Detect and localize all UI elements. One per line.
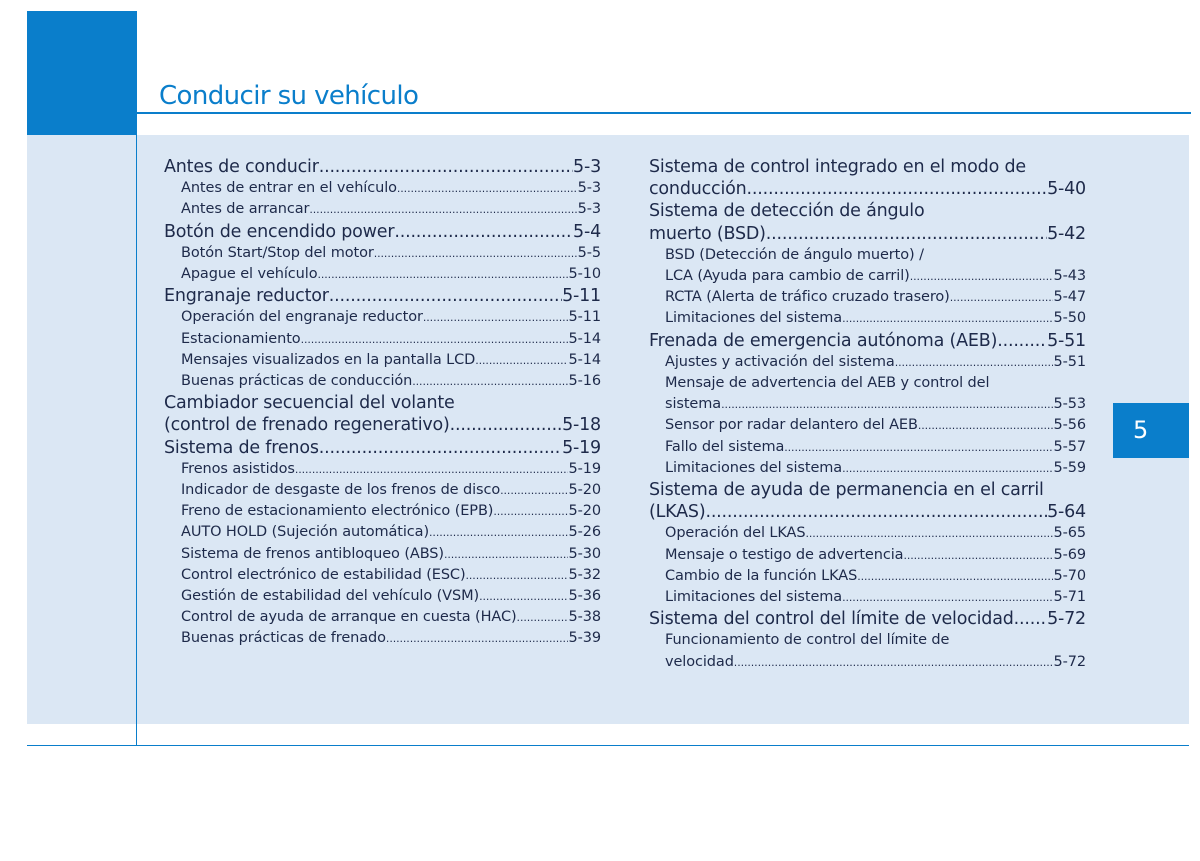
toc-page-number: 5-32 bbox=[568, 566, 601, 583]
toc-page-number: 5-71 bbox=[1053, 589, 1086, 606]
toc-subsection-entry[interactable] bbox=[649, 437, 1086, 458]
toc-page-number: 5-3 bbox=[577, 201, 601, 218]
toc-section-entry[interactable] bbox=[164, 437, 601, 459]
toc-section-entry[interactable] bbox=[649, 330, 1086, 352]
toc-page-number: 5-51 bbox=[1047, 330, 1086, 351]
toc-page-number: 5-70 bbox=[1053, 567, 1086, 584]
toc-section-entry[interactable] bbox=[649, 608, 1086, 630]
toc-subsection-entry[interactable] bbox=[649, 545, 1086, 566]
toc-section-entry[interactable] bbox=[649, 479, 1086, 523]
toc-page-number: 5-3 bbox=[577, 180, 601, 197]
dot-leader bbox=[842, 587, 1053, 608]
toc-entry-title: Antes de entrar en el vehículo bbox=[181, 180, 397, 197]
page-title: Conducir su vehículo bbox=[159, 81, 419, 111]
toc-page-number: 5-69 bbox=[1053, 546, 1086, 563]
toc-page-number: 5-72 bbox=[1047, 609, 1086, 630]
dot-leader bbox=[517, 607, 569, 628]
dot-leader bbox=[805, 523, 1053, 544]
toc-page-number: 5-57 bbox=[1053, 438, 1086, 455]
dot-leader bbox=[857, 566, 1053, 587]
toc-subsection-entry[interactable] bbox=[649, 587, 1086, 608]
toc-entry-title: Botón Start/Stop del motor bbox=[181, 244, 374, 261]
toc-page-number: 5-47 bbox=[1053, 289, 1086, 306]
toc-subsection-entry[interactable] bbox=[649, 245, 1086, 287]
toc-entry-title: Buenas prácticas de conducción bbox=[181, 373, 413, 390]
toc-entry-title: Apague el vehículo bbox=[181, 266, 318, 283]
toc-page-number: 5-14 bbox=[568, 351, 601, 368]
toc-subsection-entry[interactable] bbox=[649, 523, 1086, 544]
toc-subsection-entry[interactable] bbox=[164, 264, 601, 285]
toc-page-number: 5-40 bbox=[1047, 179, 1086, 200]
toc-entry-title: sistema bbox=[665, 396, 722, 413]
dot-leader bbox=[734, 652, 1054, 673]
dot-leader bbox=[319, 437, 562, 459]
toc-entry-title: (LKAS) bbox=[649, 502, 706, 523]
dot-leader bbox=[429, 522, 568, 543]
toc-page-number: 5-50 bbox=[1053, 310, 1086, 327]
toc-entry-title: velocidad bbox=[665, 653, 734, 670]
toc-subsection-entry[interactable] bbox=[649, 415, 1086, 436]
dot-leader bbox=[374, 243, 578, 264]
toc-entry-title: Ajustes y activación del sistema bbox=[665, 353, 895, 370]
toc-entry-title: Freno de estacionamiento electrónico (EPB) bbox=[181, 503, 494, 520]
dot-leader bbox=[493, 501, 568, 522]
toc-entry-title-line: BSD (Detección de ángulo muerto) / bbox=[665, 246, 924, 263]
toc-page-number: 5-51 bbox=[1053, 353, 1086, 370]
dot-leader bbox=[319, 156, 573, 178]
toc-page-number: 5-59 bbox=[1053, 459, 1086, 476]
dot-leader bbox=[842, 308, 1053, 329]
toc-entry-title-line: Sistema de detección de ángulo bbox=[649, 201, 925, 222]
toc-entry-title: Antes de conducir bbox=[164, 157, 319, 177]
toc-page-number: 5-43 bbox=[1053, 268, 1086, 285]
toc-subsection-entry[interactable] bbox=[164, 178, 601, 199]
toc-entry-title: Buenas prácticas de frenado bbox=[181, 630, 386, 647]
toc-page-number: 5-16 bbox=[568, 373, 601, 390]
dot-leader bbox=[721, 394, 1053, 415]
toc-entry-title: Botón de encendido power bbox=[164, 221, 395, 242]
dot-leader bbox=[705, 501, 1047, 523]
toc-subsection-entry[interactable] bbox=[649, 458, 1086, 479]
toc-subsection-entry[interactable] bbox=[164, 459, 601, 480]
toc-entry-title: Limitaciones del sistema bbox=[665, 459, 843, 476]
title-underline bbox=[137, 112, 1191, 114]
toc-section-entry[interactable] bbox=[649, 200, 1086, 244]
toc-page-number: 5-65 bbox=[1053, 525, 1086, 542]
toc-subsection-entry[interactable] bbox=[164, 480, 601, 501]
toc-subsection-entry[interactable] bbox=[649, 308, 1086, 329]
dot-leader bbox=[903, 545, 1053, 566]
dot-leader bbox=[466, 565, 569, 586]
dot-leader bbox=[766, 223, 1047, 245]
toc-left-column bbox=[164, 156, 601, 650]
toc-entry-title: Sistema del control del límite de velocidad bbox=[649, 609, 1014, 630]
toc-subsection-entry[interactable] bbox=[164, 628, 601, 649]
toc-page-number: 5-11 bbox=[562, 286, 601, 307]
dot-leader bbox=[386, 628, 569, 649]
toc-subsection-entry[interactable] bbox=[649, 566, 1086, 587]
toc-page-number: 5-42 bbox=[1047, 223, 1086, 244]
toc-subsection-entry[interactable] bbox=[164, 565, 601, 586]
footer-rule bbox=[27, 745, 1189, 746]
toc-entry-title: Frenos asistidos bbox=[181, 460, 295, 477]
dot-leader bbox=[423, 307, 569, 328]
header-color-block bbox=[27, 11, 137, 135]
toc-section-entry[interactable] bbox=[649, 156, 1086, 200]
dot-leader bbox=[842, 458, 1053, 479]
toc-entry-title: Sensor por radar delantero del AEB bbox=[665, 417, 918, 434]
toc-subsection-entry[interactable] bbox=[164, 522, 601, 543]
toc-page-number: 5-36 bbox=[568, 588, 601, 605]
dot-leader bbox=[309, 199, 577, 220]
dot-leader bbox=[747, 178, 1048, 200]
toc-entry-title: AUTO HOLD (Sujeción automática) bbox=[181, 524, 430, 541]
toc-entry-title: Limitaciones del sistema bbox=[665, 310, 843, 327]
toc-entry-title: Operación del LKAS bbox=[665, 525, 806, 542]
toc-page-number: 5-14 bbox=[568, 330, 601, 347]
toc-page-number: 5-64 bbox=[1047, 502, 1086, 523]
toc-entry-title-line: Sistema de ayuda de permanencia en el carril bbox=[649, 480, 1044, 501]
toc-subsection-entry[interactable] bbox=[649, 630, 1086, 672]
toc-entry-title: Gestión de estabilidad del vehículo (VSM) bbox=[181, 588, 480, 605]
toc-entry-title: conducción bbox=[649, 179, 747, 200]
toc-entry-title: Indicador de desgaste de los frenos de disco bbox=[181, 482, 501, 499]
toc-subsection-entry[interactable] bbox=[164, 371, 601, 392]
toc-page-number: 5-53 bbox=[1053, 396, 1086, 413]
dot-leader bbox=[910, 266, 1054, 287]
toc-entry-title: Engranaje reductor bbox=[164, 286, 329, 307]
toc-entry-title: Mensajes visualizados en la pantalla LCD bbox=[181, 351, 476, 368]
toc-page-number: 5-39 bbox=[568, 630, 601, 647]
toc-page-number: 5-19 bbox=[562, 437, 601, 458]
margin-divider bbox=[136, 135, 137, 745]
toc-page-number: 5-20 bbox=[568, 503, 601, 520]
toc-page-number: 5-18 bbox=[562, 415, 601, 436]
toc-page-number: 5-30 bbox=[568, 545, 601, 562]
toc-entry-title-line: Mensaje de advertencia del AEB y control del bbox=[665, 375, 990, 392]
toc-section-entry[interactable] bbox=[164, 221, 601, 243]
dot-leader bbox=[394, 221, 573, 243]
toc-entry-title: (control de frenado regenerativo) bbox=[164, 415, 450, 436]
toc-subsection-entry[interactable] bbox=[164, 544, 601, 565]
dot-leader bbox=[450, 414, 562, 436]
dot-leader bbox=[444, 544, 569, 565]
dot-leader bbox=[397, 178, 578, 199]
toc-subsection-entry[interactable] bbox=[164, 243, 601, 264]
toc-subsection-entry[interactable] bbox=[164, 501, 601, 522]
toc-subsection-entry[interactable] bbox=[164, 307, 601, 328]
toc-page-number: 5-72 bbox=[1053, 653, 1086, 670]
toc-subsection-entry[interactable] bbox=[164, 586, 601, 607]
toc-entry-title: Sistema de frenos bbox=[164, 437, 319, 458]
toc-page-number: 5-19 bbox=[568, 460, 601, 477]
toc-entry-title: Control electrónico de estabilidad (ESC) bbox=[181, 566, 466, 583]
toc-section-entry[interactable] bbox=[164, 392, 601, 436]
toc-entry-title-line: Cambiador secuencial del volante bbox=[164, 393, 455, 414]
toc-entry-title-line: Sistema de control integrado en el modo de bbox=[649, 157, 1026, 177]
toc-entry-title: Frenada de emergencia autónoma (AEB) bbox=[649, 330, 998, 351]
dot-leader bbox=[329, 285, 562, 307]
toc-entry-title: Fallo del sistema bbox=[665, 438, 785, 455]
toc-subsection-entry[interactable] bbox=[649, 287, 1086, 308]
toc-page-number: 5-3 bbox=[573, 157, 601, 177]
toc-page-number: 5-56 bbox=[1053, 417, 1086, 434]
dot-leader bbox=[317, 264, 568, 285]
toc-page-number: 5-38 bbox=[568, 609, 601, 626]
dot-leader bbox=[479, 586, 568, 607]
toc-entry-title: RCTA (Alerta de tráfico cruzado trasero) bbox=[665, 289, 950, 306]
toc-page-number: 5-26 bbox=[568, 524, 601, 541]
toc-entry-title: Control de ayuda de arranque en cuesta (HAC) bbox=[181, 609, 517, 626]
toc-page-number: 5-20 bbox=[568, 482, 601, 499]
toc-entry-title: Cambio de la función LKAS bbox=[665, 567, 858, 584]
dot-leader bbox=[295, 459, 569, 480]
toc-subsection-entry[interactable] bbox=[649, 352, 1086, 373]
toc-section-entry[interactable] bbox=[164, 285, 601, 307]
toc-entry-title: Operación del engranaje reductor bbox=[181, 309, 423, 326]
toc-entry-title: Mensaje o testigo de advertencia bbox=[665, 546, 904, 563]
dot-leader bbox=[784, 437, 1053, 458]
dot-leader bbox=[895, 352, 1054, 373]
toc-entry-title: Sistema de frenos antibloqueo (ABS) bbox=[181, 545, 444, 562]
dot-leader bbox=[950, 287, 1054, 308]
toc-right-column bbox=[649, 156, 1086, 673]
dot-leader bbox=[412, 371, 568, 392]
toc-entry-title-line: Funcionamiento de control del límite de bbox=[665, 632, 950, 649]
toc-subsection-entry[interactable] bbox=[649, 373, 1086, 415]
dot-leader bbox=[500, 480, 568, 501]
toc-subsection-entry[interactable] bbox=[164, 329, 601, 350]
toc-subsection-entry[interactable] bbox=[164, 607, 601, 628]
dot-leader bbox=[918, 415, 1054, 436]
toc-entry-title: muerto (BSD) bbox=[649, 223, 766, 244]
toc-subsection-entry[interactable] bbox=[164, 199, 601, 220]
toc-page-number: 5-11 bbox=[568, 309, 601, 326]
toc-entry-title: Antes de arrancar bbox=[181, 201, 310, 218]
dot-leader bbox=[475, 350, 568, 371]
toc-page-number: 5-4 bbox=[573, 221, 601, 242]
toc-entry-title: Estacionamiento bbox=[181, 330, 301, 347]
toc-entry-title: LCA (Ayuda para cambio de carril) bbox=[665, 268, 910, 285]
toc-subsection-entry[interactable] bbox=[164, 350, 601, 371]
dot-leader bbox=[997, 330, 1047, 352]
toc-page-number: 5-5 bbox=[577, 244, 601, 261]
toc-entry-title: Limitaciones del sistema bbox=[665, 589, 843, 606]
toc-section-entry[interactable] bbox=[164, 156, 601, 178]
dot-leader bbox=[301, 329, 569, 350]
toc-page-number: 5-10 bbox=[568, 266, 601, 283]
chapter-tab[interactable]: 5 bbox=[1113, 403, 1189, 458]
dot-leader bbox=[1014, 608, 1047, 630]
